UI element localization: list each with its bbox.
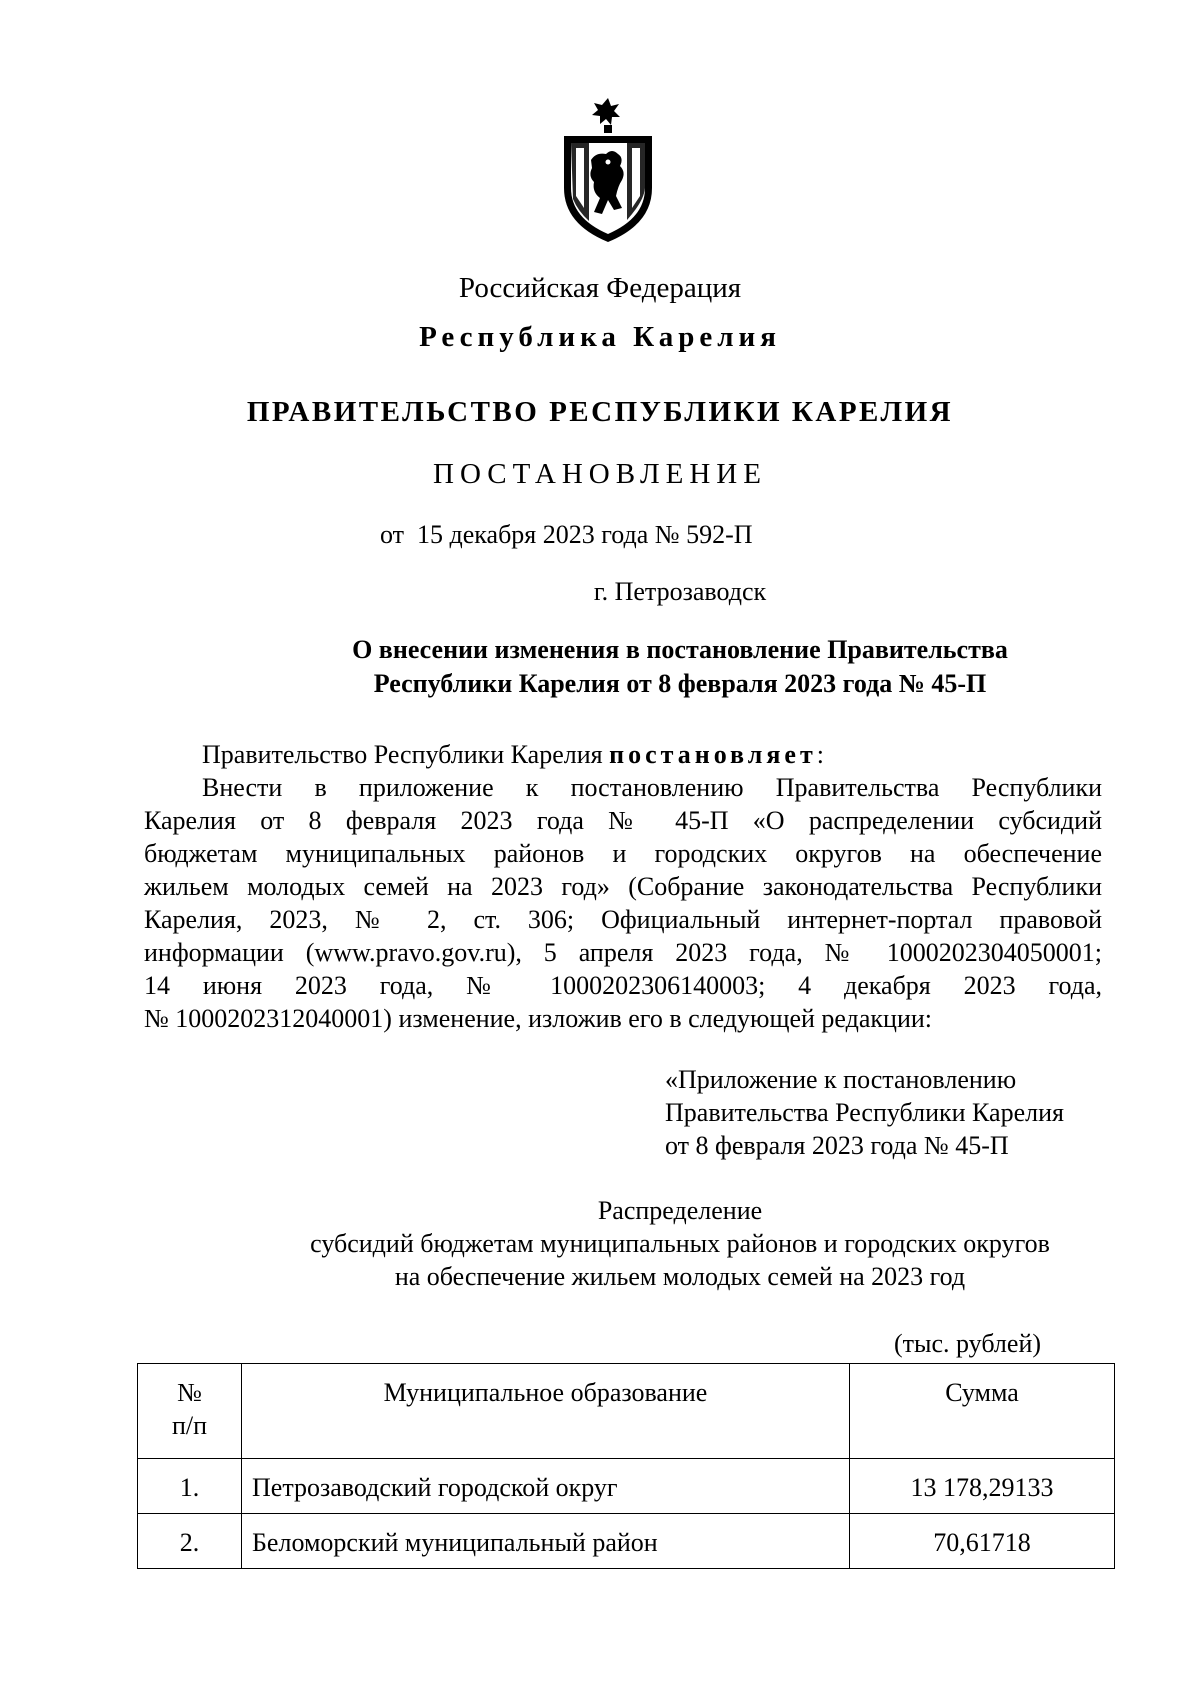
document-type: ПОСТАНОВЛЕНИЕ — [433, 458, 767, 490]
country-name: Российская Федерация — [458, 272, 742, 304]
table-row — [138, 1459, 1115, 1514]
distribution-title-1: Распределение — [597, 1196, 763, 1225]
subject-line-1: О внесении изменения в постановление Правительства — [352, 635, 1008, 664]
row-number: 2. — [138, 1514, 242, 1569]
decree-subject — [80, 633, 1200, 701]
appendix-note-line-2: Правительства Республики Карелия — [665, 1098, 1064, 1127]
table-header-row — [138, 1364, 1115, 1459]
city-name: г. Петрозаводск — [593, 577, 767, 606]
intro-paragraph — [144, 738, 1102, 771]
intro-suffix: : — [816, 740, 824, 769]
row-municipality: Беломорский муниципальный район — [242, 1514, 850, 1569]
body-line-4: жильем молодых семей на 2023 год» (Собрание законодательства Республики — [144, 872, 1102, 901]
units-label: (тыс. рублей) — [894, 1329, 1042, 1358]
government-title: ПРАВИТЕЛЬСТВО РЕСПУБЛИКИ КАРЕЛИЯ — [246, 396, 954, 428]
row-amount: 70,61718 — [850, 1514, 1115, 1569]
subject-line-2: Республики Карелия от 8 февраля 2023 года № 45-П — [373, 669, 987, 698]
karelia-coat-of-arms-icon — [556, 96, 660, 244]
appendix-note-line-3: от 8 февраля 2023 года № 45-П — [665, 1131, 1009, 1160]
column-header-amount: Сумма — [850, 1364, 1115, 1459]
republic-name: Республика Карелия — [419, 321, 781, 353]
column-header-number-line-2: п/п — [171, 1411, 208, 1440]
distribution-title-2: субсидий бюджетам муниципальных районов и городских округов — [310, 1229, 1050, 1258]
body-line-8: № 1000202312040001) изменение, изложив его в следующей редакции: — [144, 1004, 932, 1033]
table-row — [138, 1514, 1115, 1569]
column-header-municipality: Муниципальное образование — [242, 1364, 850, 1459]
intro-prefix: Правительство Республики Карелия — [202, 740, 610, 769]
intro-keyword: постановляет — [609, 740, 817, 769]
decree-date-number: от 15 декабря 2023 года № 592-П — [380, 520, 753, 549]
appendix-note-line-1: «Приложение к постановлению — [665, 1065, 1017, 1094]
column-header-number-line-1: № — [177, 1378, 202, 1407]
body-line-2: Карелия от 8 февраля 2023 года № 45-П «О распределении субсидий — [144, 806, 1102, 835]
body-line-7: 14 июня 2023 года, № 1000202306140003; 4 декабря 2023 года, — [144, 971, 1102, 1000]
row-municipality: Петрозаводский городской округ — [242, 1459, 850, 1514]
distribution-title — [80, 1194, 1200, 1293]
appendix-note — [665, 1063, 1064, 1162]
decree-body — [144, 738, 1102, 1035]
row-amount: 13 178,29133 — [850, 1459, 1115, 1514]
body-line-5: Карелия, 2023, № 2, ст. 306; Официальный интернет-портал правовой — [144, 905, 1102, 934]
distribution-title-3: на обеспечение жильем молодых семей на 2023 год — [394, 1262, 966, 1291]
body-line-6: информации (www.pravo.gov.ru), 5 апреля 2023 года, № 1000202304050001; — [144, 938, 1102, 967]
column-header-number — [138, 1364, 242, 1459]
body-line-3: бюджетам муниципальных районов и городских округов на обеспечение — [144, 839, 1102, 868]
row-number: 1. — [138, 1459, 242, 1514]
distribution-table — [137, 1363, 1115, 1569]
body-line-1: Внести в приложение к постановлению Правительства Республики — [202, 773, 1102, 802]
